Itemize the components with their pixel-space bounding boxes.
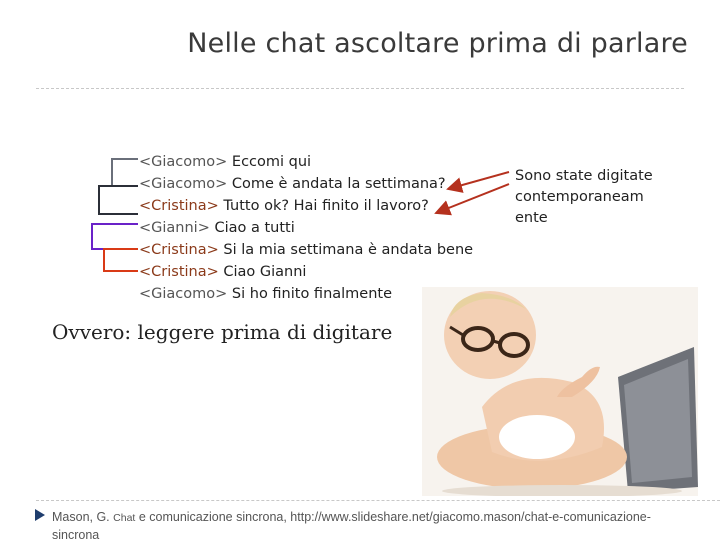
chat-message: Eccomi qui	[231, 154, 312, 170]
chat-message: Ciao a tutti	[214, 220, 295, 236]
simultaneous-note: Sono state digitate contemporaneam ente	[515, 168, 653, 226]
citation-url-end[interactable]: sincrona	[52, 528, 100, 542]
chat-line	[139, 173, 473, 195]
chat-nick: <Giacomo>	[139, 176, 228, 192]
chat-transcript	[139, 151, 473, 305]
source-citation	[52, 509, 720, 544]
slide-title: Nelle chat ascoltare prima di parlare	[187, 28, 688, 59]
bottom-divider	[36, 500, 720, 501]
chat-line	[139, 217, 473, 239]
chat-line	[139, 261, 473, 283]
chat-nick: <Cristina>	[139, 198, 219, 214]
chat-message: Ciao Gianni	[223, 264, 307, 280]
chat-message: Si ho finito finalmente	[231, 286, 393, 302]
bullet-arrow-icon	[34, 508, 46, 522]
chat-line	[139, 195, 473, 217]
chat-nick: <Giacomo>	[139, 154, 228, 170]
chat-message: Tutto ok? Hai finito il lavoro?	[223, 198, 429, 214]
chat-line	[139, 151, 473, 173]
baby-laptop-photo	[422, 287, 698, 496]
bracket-giacomo	[112, 159, 138, 186]
chat-nick: <Giacomo>	[139, 286, 228, 302]
ovvero-statement: Ovvero: leggere prima di digitare	[52, 320, 393, 344]
chat-nick: <Gianni>	[139, 220, 210, 236]
chat-nick: <Cristina>	[139, 264, 219, 280]
bracket-gianni	[92, 224, 138, 249]
citation-url[interactable]: e comunicazione sincrona, http://www.slideshare.net/giacomo.mason/chat-e-comunicazione-	[138, 510, 651, 524]
citation-author: Mason, G.	[52, 510, 110, 524]
chat-message: Come è andata la settimana?	[231, 176, 446, 192]
citation-chat-word: Chat	[113, 512, 136, 524]
chat-nick: <Cristina>	[139, 242, 219, 258]
chat-message: Si la mia settimana è andata bene	[223, 242, 474, 258]
chat-line	[139, 239, 473, 261]
bracket-cristina	[99, 186, 138, 214]
bracket-reply	[104, 249, 138, 271]
